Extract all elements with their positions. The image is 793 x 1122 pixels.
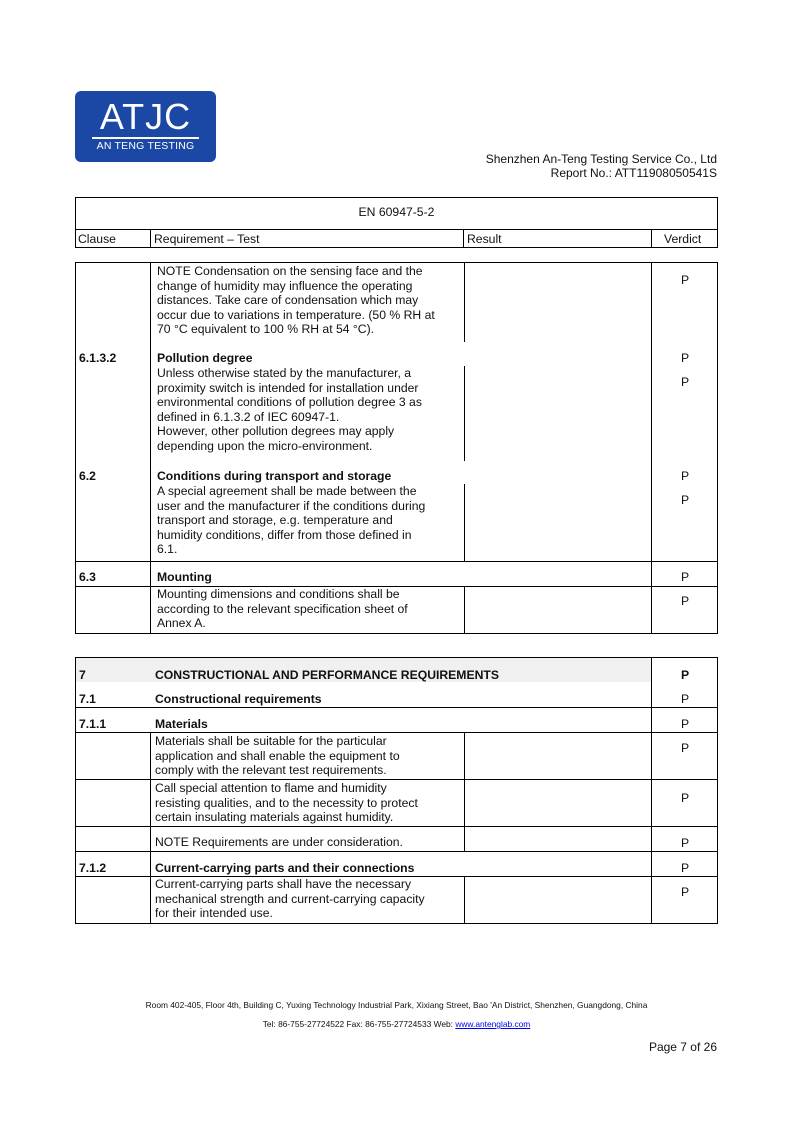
clause-number: 6.2 — [79, 469, 96, 483]
footer-contact — [0, 1019, 793, 1029]
clause-title: Pollution degree — [157, 351, 253, 365]
verdict: P — [681, 885, 690, 899]
text-line: Mounting dimensions and conditions shall be — [157, 587, 400, 601]
text-line: comply with the relevant test requirements. — [155, 763, 387, 777]
divider — [651, 657, 652, 924]
text-line: A special agreement shall be made between the — [157, 484, 417, 498]
divider — [464, 876, 465, 924]
divider — [464, 586, 465, 634]
text-line: Unless otherwise stated by the manufacturer, a — [157, 366, 412, 380]
divider — [463, 229, 464, 248]
clause-number: 7 — [79, 668, 86, 682]
clause-number: 6.1.3.2 — [79, 351, 117, 365]
text-line: Call special attention to flame and humidity — [155, 781, 387, 795]
text-line: Materials shall be suitable for the particular — [155, 734, 387, 748]
divider — [75, 779, 718, 780]
divider — [75, 657, 718, 658]
text-line: NOTE Requirements are under consideration. — [155, 835, 403, 849]
logo-divider — [92, 137, 199, 139]
divider — [464, 484, 465, 562]
text-line: Current-carrying parts shall have the necessary — [155, 877, 412, 891]
text-line: humidity conditions, differ from those defined in — [157, 527, 412, 542]
verdict: P — [681, 469, 690, 483]
clause-number: 7.1.2 — [79, 861, 107, 875]
divider — [464, 262, 465, 342]
clause-number: 7.1.1 — [79, 717, 107, 731]
text-line: for their intended use. — [155, 906, 273, 920]
col-clause: Clause — [78, 232, 116, 246]
divider — [75, 262, 718, 263]
clause-number: 7.1 — [79, 692, 96, 706]
verdict: P — [681, 493, 690, 507]
text-line: certain insulating materials against humidity. — [155, 810, 394, 824]
divider — [75, 826, 718, 827]
divider — [150, 732, 151, 924]
divider — [75, 262, 76, 634]
divider — [75, 923, 718, 924]
divider — [150, 229, 151, 248]
standard-title: EN 60947-5-2 — [358, 205, 435, 219]
text-line: environmental conditions of pollution degree 3 as — [157, 395, 422, 409]
verdict: P — [681, 594, 690, 608]
divider — [75, 197, 718, 198]
text-line: user and the manufacturer if the conditions during — [157, 498, 426, 513]
report-header — [486, 152, 717, 180]
text-line: change of humidity may influence the operating — [157, 278, 413, 293]
text-line: mechanical strength and current-carrying capacity — [155, 891, 425, 906]
verdict: P — [681, 861, 690, 875]
clause-title: Materials — [155, 717, 208, 731]
verdict: P — [681, 273, 690, 287]
text-line: depending upon the micro-environment. — [157, 438, 373, 453]
text-line: proximity switch is intended for installation under — [157, 380, 419, 395]
verdict: P — [681, 836, 690, 850]
text-line: 70 °C equivalent to 100 % RH at 54 °C). — [157, 322, 375, 336]
divider — [150, 262, 151, 634]
verdict: P — [681, 692, 690, 706]
divider — [717, 262, 718, 634]
logo-subtitle: AN TENG TESTING — [96, 140, 195, 152]
col-requirement: Requirement – Test — [154, 232, 260, 246]
verdict: P — [681, 351, 690, 365]
divider — [651, 229, 652, 248]
divider — [75, 633, 718, 634]
text-line: Annex A. — [157, 616, 206, 630]
clause-title: Constructional requirements — [155, 692, 322, 706]
text-line: distances. Take care of condensation which may — [157, 293, 419, 307]
divider — [75, 707, 718, 708]
text-line: However, other pollution degrees may apply — [157, 424, 395, 438]
text-line: transport and storage, e.g. temperature and — [157, 513, 393, 527]
divider — [464, 366, 465, 461]
divider — [75, 732, 718, 733]
verdict: P — [681, 570, 690, 584]
divider — [75, 247, 718, 248]
report-number: Report No.: ATT11908050541S — [550, 166, 717, 180]
divider — [651, 262, 652, 634]
verdict: P — [681, 717, 690, 731]
divider — [75, 229, 718, 230]
verdict: P — [681, 668, 690, 682]
text-line: 6.1. — [157, 542, 178, 556]
text-line: application and shall enable the equipment to — [155, 748, 400, 763]
verdict: P — [681, 375, 690, 389]
divider — [75, 851, 718, 852]
text-line: defined in 6.1.3.2 of IEC 60947-1. — [157, 409, 340, 424]
tel-fax: Tel: 86-755-27724522 Fax: 86-755-27724533 Web: — [262, 1019, 456, 1029]
company-logo — [75, 91, 216, 162]
clause-number: 6.3 — [79, 570, 96, 584]
page-number: Page 7 of 26 — [648, 1040, 717, 1054]
divider — [464, 732, 465, 852]
verdict: P — [681, 741, 690, 755]
verdict: P — [681, 791, 690, 805]
website-link[interactable]: www.antenglab.com — [455, 1019, 531, 1029]
clause-title: Current-carrying parts and their connections — [155, 861, 415, 875]
text-line: NOTE Condensation on the sensing face and the — [157, 264, 423, 278]
text-line: occur due to variations in temperature. (50 % RH at — [157, 307, 435, 322]
text-line: according to the relevant specification sheet of — [157, 601, 408, 616]
company-name: Shenzhen An-Teng Testing Service Co., Ltd — [485, 152, 717, 166]
col-verdict: Verdict — [664, 232, 702, 246]
clause-title: Conditions during transport and storage — [157, 469, 392, 483]
divider — [717, 657, 718, 924]
clause-title: Mounting — [157, 570, 212, 584]
text-line: resisting qualities, and to the necessity to protect — [155, 795, 418, 810]
logo-text: ATJC — [99, 96, 192, 137]
section-title: CONSTRUCTIONAL AND PERFORMANCE REQUIREMENTS — [155, 668, 499, 682]
col-result: Result — [467, 232, 502, 246]
divider — [75, 657, 76, 924]
divider — [75, 561, 718, 562]
footer-address: Room 402-405, Floor 4th, Building C, Yuxing Technology Industrial Park, Xixiang Street, Bao 'An District, Shenzhen, Guangdong, China — [145, 1000, 648, 1010]
